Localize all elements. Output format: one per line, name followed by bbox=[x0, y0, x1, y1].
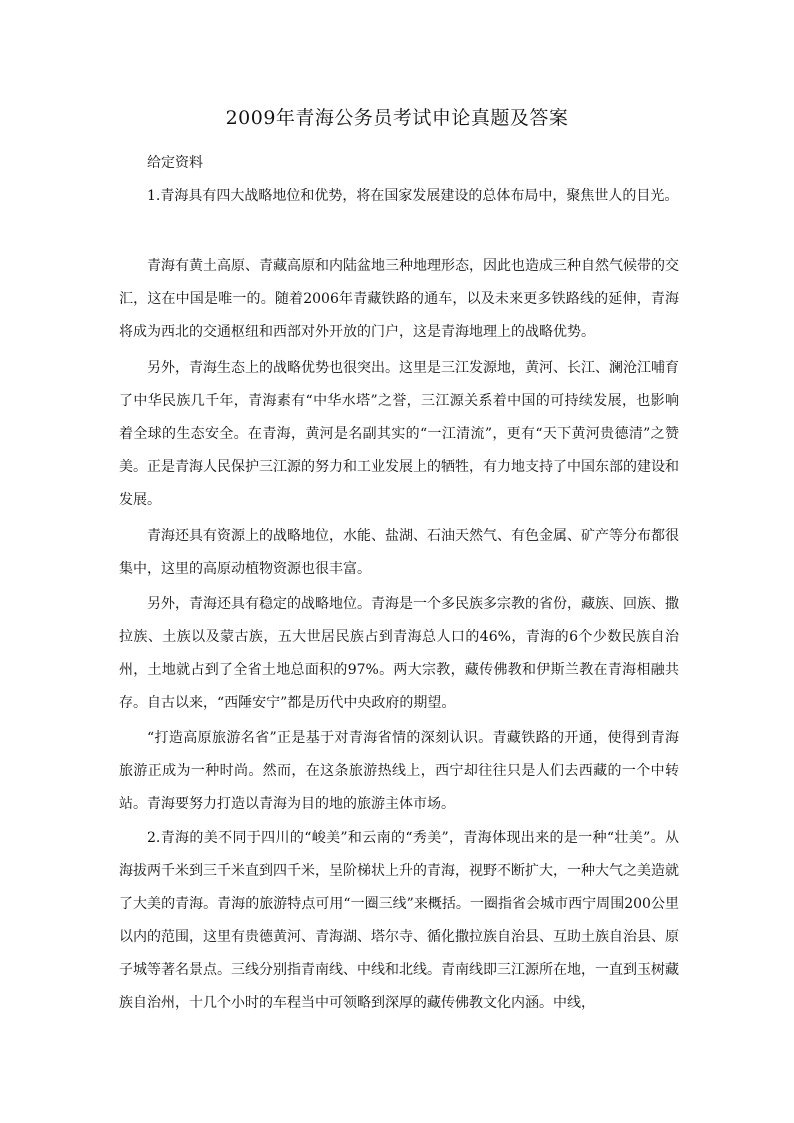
paragraph-4: 青海还具有资源上的战略地位，水能、盐湖、石油天然气、有色金属、矿产等分布都很集中，这里的高原动植物资源也很丰富。 bbox=[119, 528, 679, 577]
paragraph-5: 另外，青海还具有稳定的战略地位。青海是一个多民族多宗教的省份，藏族、回族、撒拉族、土族以及蒙古族，五大世居民族占到青海总人口的46%，青海的6个少数民族自治州，土地就占到了全省土地总面积的97%。两大宗教，藏传佛教和伊斯兰教在青海相融共存。自古以来，“西陲安宁”都是历代中央政府的期望。 bbox=[119, 596, 679, 711]
paragraph-1: 1.青海具有四大战略地位和优势，将在国家发展建设的总体布局中，聚焦世人的目光。 bbox=[147, 188, 679, 204]
paragraph-3: 另外，青海生态上的战略优势也很突出。这里是三江发源地，黄河、长江、澜沧江哺育了中华民族几千年，青海素有“中华水塔”之誉，三江源关系着中国的可持续发展，也影响着全球的生态安全。在青海，黄河是名副其实的“一江清流”，更有“天下黄河贵德清”之赞美。正是青海人民保护三江源的努力和工业发展上的牺牲，有力地支持了中国东部的建设和发展。 bbox=[119, 360, 679, 508]
paragraph-6: “打造高原旅游名省”正是基于对青海省情的深刻认识。青藏铁路的开通，使得到青海旅游正成为一种时尚。然而，在这条旅游热线上，西宁却往往只是人们去西藏的一个中转站。青海要努力打造以青海为目的地的旅游主体市场。 bbox=[119, 730, 679, 812]
paragraph-2: 青海有黄土高原、青藏高原和内陆盆地三种地理形态，因此也造成三种自然气候带的交汇，这在中国是唯一的。随着2006年青藏铁路的通车，以及未来更多铁路线的延伸，青海将成为西北的交通枢纽和西部对外开放的门户，这是青海地理上的战略优势。 bbox=[119, 258, 679, 340]
paragraph-7: 2.青海的美不同于四川的“峻美”和云南的“秀美”，青海体现出来的是一种“壮美”。从海拔两千米到三千米直到四千米，呈阶梯状上升的青海，视野不断扩大，一种大气之美造就了大美的青海。青海的旅游特点可用“一圈三线”来概括。一圈指省会城市西宁周围200公里以内的范围，这里有贵德黄河、青海湖、塔尔寺、循化撒拉族自治县、互助土族自治县、原子城等著名景点。三线分别指青南线、中线和北线。青南线即三江源所在地，一直到玉树藏族自治州，十几个小时的车程当中可领略到深厚的藏传佛教文化内涵。中线， bbox=[119, 830, 679, 1011]
section-label: 给定资料 bbox=[147, 155, 203, 171]
document-title: 2009年青海公务员考试申论真题及答案 bbox=[225, 107, 569, 129]
